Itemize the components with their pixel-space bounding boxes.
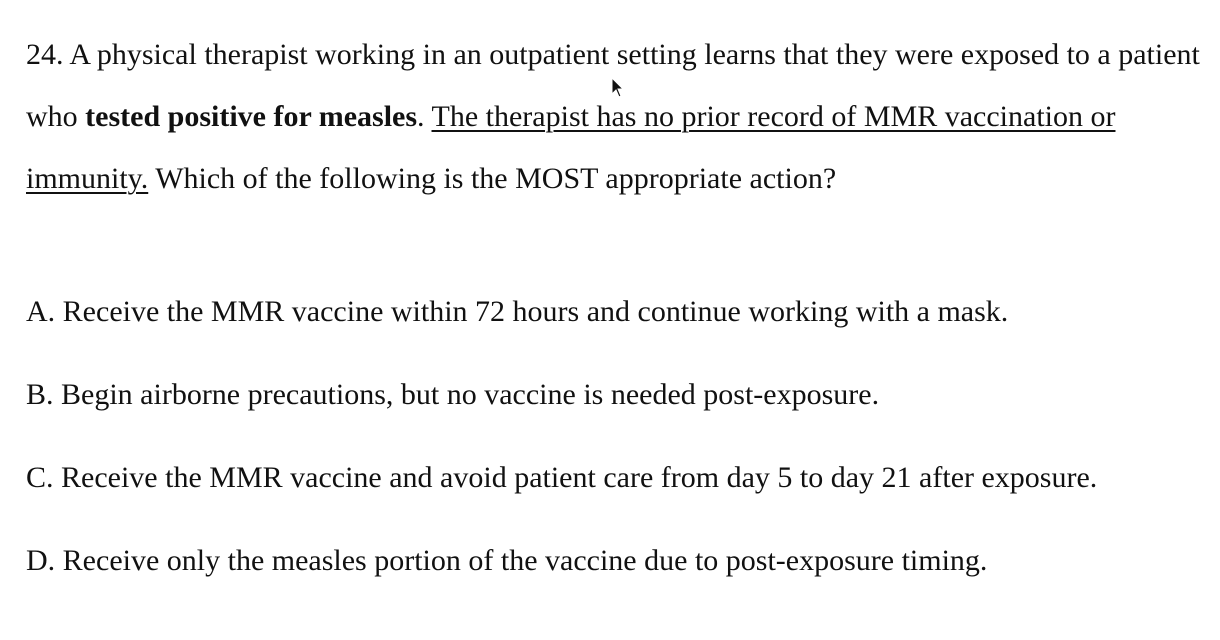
option-d[interactable] [26,541,1206,624]
option-text: Begin airborne precautions, but no vaccine is needed post-exposure. [53,378,880,411]
option-c[interactable] [26,458,1206,541]
option-text: Receive the MMR vaccine and avoid patient care from day 5 to day 21 after exposure. [53,461,1098,494]
question-underlined-text: The therapist has no prior record of MMR vaccination or immunity. [26,100,1116,195]
option-a[interactable] [26,292,1206,375]
option-letter: A. [26,295,56,328]
question-text [26,24,1206,210]
answer-options [26,292,1206,624]
question-number: 24. [26,38,64,71]
question-text-part2: . [417,100,432,133]
question-text-part3: Which of the following is the MOST appropriate action? [148,162,837,195]
option-b[interactable] [26,375,1206,458]
question-bold-text: tested positive for measles [85,100,418,133]
option-text: Receive the MMR vaccine within 72 hours and continue working with a mask. [55,295,1009,328]
option-letter: B. [26,378,54,411]
question-text-part1: A physical therapist working in an outpatient setting learns that they were exposed to a patient who [26,38,1200,133]
option-text: Receive only the measles portion of the vaccine due to post-exposure timing. [55,544,988,577]
mouse-pointer-icon [611,77,625,99]
option-letter: D. [26,544,56,577]
option-letter: C. [26,461,54,494]
